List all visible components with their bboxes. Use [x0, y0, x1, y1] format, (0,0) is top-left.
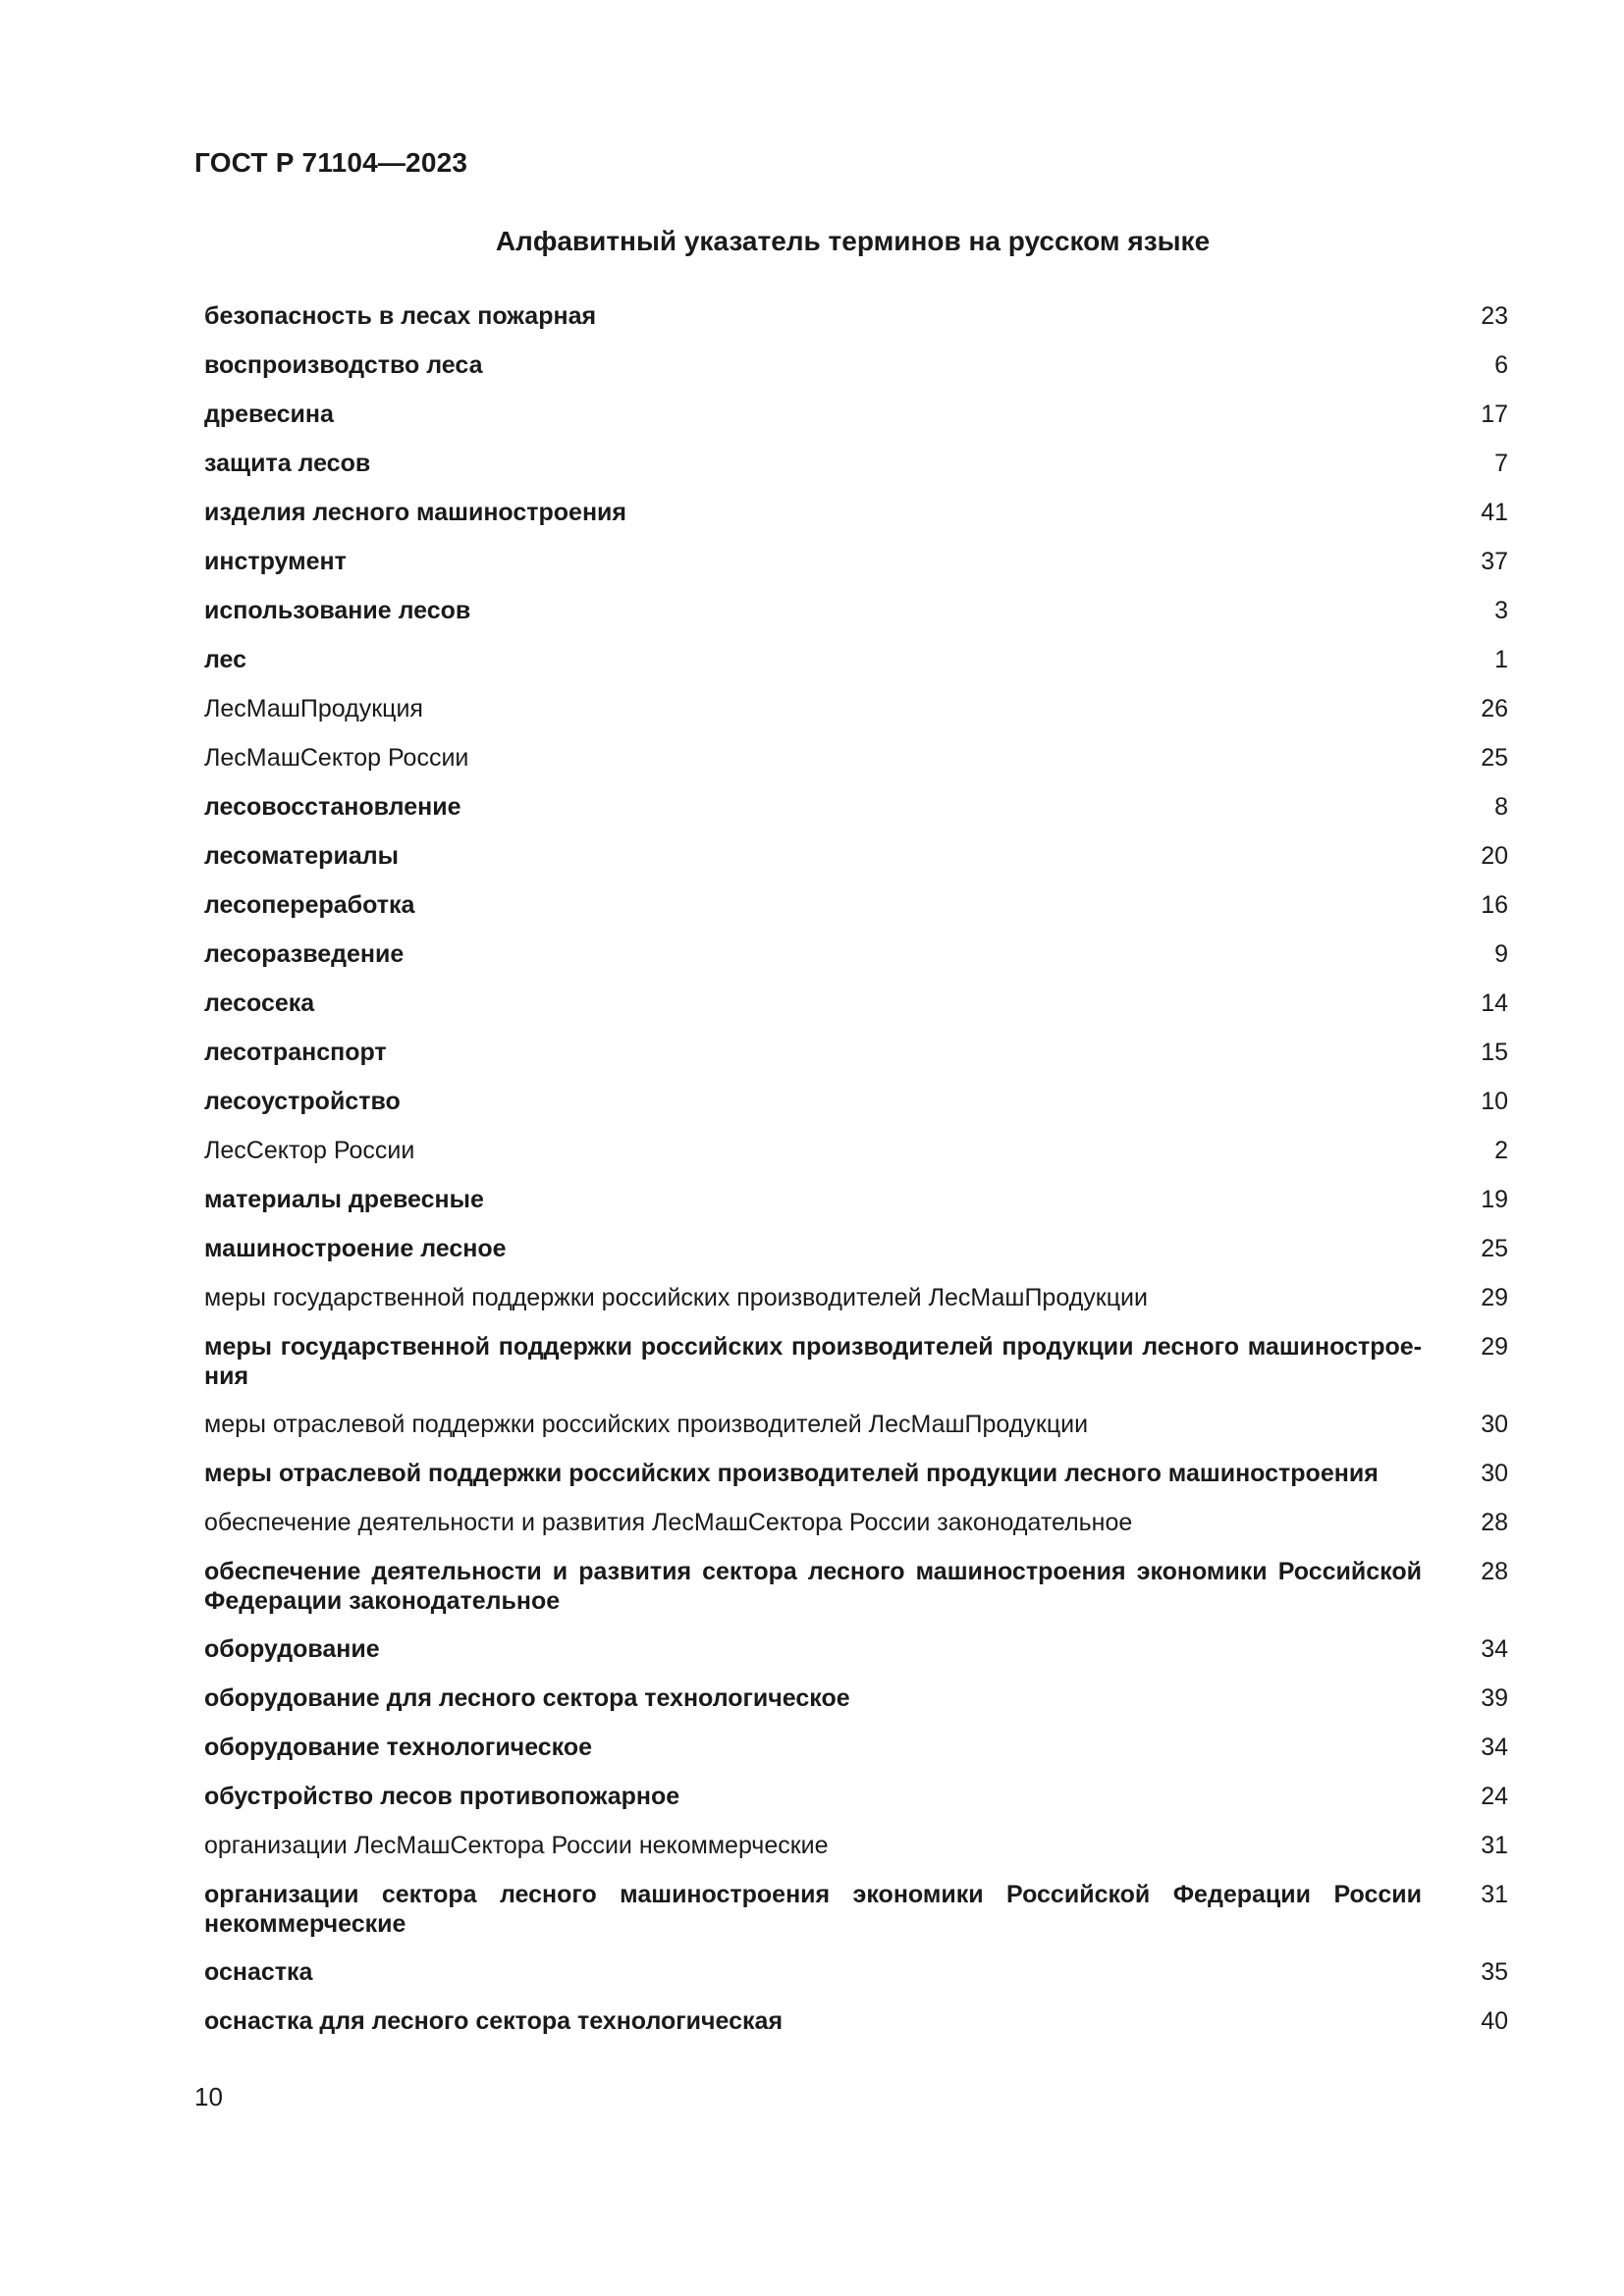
index-reference-number: 40: [1481, 2007, 1508, 2035]
index-reference-number: 25: [1481, 1235, 1508, 1262]
index-row: [204, 988, 1508, 1038]
index-row: [204, 743, 1508, 792]
index-reference-number: 8: [1494, 793, 1508, 821]
index-reference-number: 17: [1481, 400, 1508, 428]
index-row: [204, 1880, 1508, 1957]
index-row: [204, 1683, 1508, 1733]
index-term: древесина: [204, 400, 334, 428]
index-reference-number: 19: [1481, 1186, 1508, 1213]
index-term: меры государственной поддержки российских производителей продукции лесного машинострое-ния: [204, 1333, 1422, 1390]
index-reference-number: 10: [1481, 1088, 1508, 1115]
index-term: ЛесМашСектор России: [204, 744, 469, 772]
index-term: меры отраслевой поддержки российских производителей продукции лесного машиностроения: [204, 1460, 1379, 1487]
index-reference-number: 2: [1494, 1137, 1508, 1164]
index-row: [204, 1782, 1508, 1831]
index-reference-number: 6: [1494, 351, 1508, 379]
index-term: защита лесов: [204, 450, 371, 477]
index-row: [204, 596, 1508, 645]
index-reference-number: 14: [1481, 989, 1508, 1017]
index-reference-number: 25: [1481, 744, 1508, 772]
index-reference-number: 23: [1481, 302, 1508, 330]
index-reference-number: 34: [1481, 1734, 1508, 1761]
index-row: [204, 645, 1508, 694]
index-row: [204, 841, 1508, 890]
index-row: [204, 1508, 1508, 1557]
index-term: использование лесов: [204, 597, 471, 624]
index-reference-number: 29: [1481, 1333, 1508, 1361]
index-term: обеспечение деятельности и развития ЛесМашСектора России законодательное: [204, 1509, 1133, 1536]
index-reference-number: 26: [1481, 695, 1508, 722]
document-code: ГОСТ Р 71104—2023: [194, 147, 468, 178]
index-row: [204, 498, 1508, 547]
index-reference-number: 28: [1481, 1509, 1508, 1536]
index-row: [204, 1733, 1508, 1782]
index-row: [204, 301, 1508, 350]
index-term: организации сектора лесного машиностроения экономики Российской Федерации России некоммерческие: [204, 1881, 1422, 1938]
page-number: 10: [194, 2082, 223, 2111]
index-term: организации ЛесМашСектора России некоммерческие: [204, 1832, 829, 1859]
index-term: лесоустройство: [204, 1088, 401, 1115]
index-term: ЛесСектор России: [204, 1137, 415, 1164]
index-reference-number: 31: [1481, 1832, 1508, 1859]
index-term: оснастка: [204, 1958, 313, 1986]
index-reference-number: 35: [1481, 1958, 1508, 1986]
index-term: материалы древесные: [204, 1186, 484, 1213]
index-term: оснастка для лесного сектора технологическая: [204, 2007, 784, 2035]
index-row: [204, 1634, 1508, 1683]
index-row: [204, 694, 1508, 743]
index-row: [204, 1136, 1508, 1185]
index-row: [204, 1957, 1508, 2006]
index-row: [204, 1332, 1508, 1410]
index-term: ЛесМашПродукция: [204, 695, 423, 722]
index-reference-number: 34: [1481, 1635, 1508, 1663]
index-reference-number: 31: [1481, 1881, 1508, 1908]
index-reference-number: 39: [1481, 1684, 1508, 1712]
index-row: [204, 1234, 1508, 1283]
index-title: Алфавитный указатель терминов на русском языке: [495, 226, 1211, 256]
index-reference-number: 3: [1494, 597, 1508, 624]
index-row: [204, 890, 1508, 939]
index-row: [204, 2006, 1508, 2056]
index-row: [204, 1557, 1508, 1634]
index-term: меры отраслевой поддержки российских производителей ЛесМашПродукции: [204, 1411, 1089, 1438]
index-reference-number: 29: [1481, 1284, 1508, 1311]
index-reference-number: 20: [1481, 842, 1508, 870]
index-row: [204, 939, 1508, 988]
index-term: меры государственной поддержки российских производителей ЛесМашПродукции: [204, 1284, 1148, 1311]
index-row: [204, 792, 1508, 841]
index-reference-number: 37: [1481, 548, 1508, 575]
index-term: лесовосстановление: [204, 793, 461, 821]
index-reference-number: 30: [1481, 1411, 1508, 1438]
index-row: [204, 547, 1508, 596]
index-reference-number: 28: [1481, 1558, 1508, 1585]
index-row: [204, 1283, 1508, 1332]
index-term: оборудование для лесного сектора технологическое: [204, 1684, 850, 1712]
index-row: [204, 1087, 1508, 1136]
index-term: безопасность в лесах пожарная: [204, 302, 597, 330]
index-reference-number: 15: [1481, 1039, 1508, 1066]
index-reference-number: 41: [1481, 499, 1508, 526]
index-term: лесотранспорт: [204, 1039, 387, 1066]
index-reference-number: 30: [1481, 1460, 1508, 1487]
index-reference-number: 16: [1481, 891, 1508, 919]
index-row: [204, 1410, 1508, 1459]
index-row: [204, 350, 1508, 400]
index-reference-number: 7: [1494, 450, 1508, 477]
index-term: лес: [204, 646, 247, 673]
index-term: оборудование технологическое: [204, 1734, 593, 1761]
index-row: [204, 1038, 1508, 1087]
index-row: [204, 1831, 1508, 1880]
index-term: лесопереработка: [204, 891, 415, 919]
term-index-list: [204, 301, 1508, 2056]
index-term: изделия лесного машиностроения: [204, 499, 627, 526]
index-reference-number: 1: [1494, 646, 1508, 673]
index-term: инструмент: [204, 548, 347, 575]
index-row: [204, 1185, 1508, 1234]
index-term: лесосека: [204, 989, 315, 1017]
index-reference-number: 9: [1494, 940, 1508, 968]
index-row: [204, 400, 1508, 449]
index-reference-number: 24: [1481, 1783, 1508, 1810]
index-term: лесоматериалы: [204, 842, 399, 870]
index-row: [204, 1459, 1508, 1508]
index-term: обустройство лесов противопожарное: [204, 1783, 680, 1810]
index-row: [204, 449, 1508, 498]
index-term: машиностроение лесное: [204, 1235, 507, 1262]
index-term: оборудование: [204, 1635, 380, 1663]
index-term: обеспечение деятельности и развития сектора лесного машиностроения экономики Российской Федерации законодательное: [204, 1558, 1422, 1615]
index-term: воспроизводство леса: [204, 351, 483, 379]
index-term: лесоразведение: [204, 940, 405, 968]
